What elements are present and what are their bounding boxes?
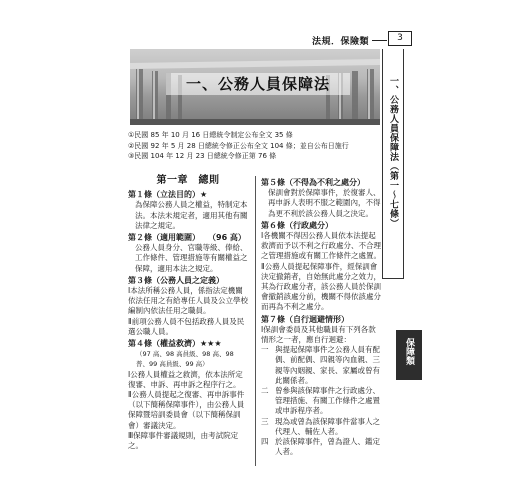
exam-note: （97 高、98 高員級、98 高、98 普、99 高員級、99 高） <box>136 350 234 369</box>
article-heading: 第４條（權益救濟）★★★ <box>128 339 222 349</box>
left-column <box>128 176 248 451</box>
article-heading: 第２條（適用範圍） （96 高） <box>128 233 246 243</box>
article-text: 保訓會對於保障事件，於復審人、再申訴人表明不服之範圍內，不得為更不利於該公務人員之決定。 <box>268 188 381 218</box>
chapter-heading: 第一章 總則 <box>156 175 220 186</box>
article-text: Ⅲ保障事件審議規則，由考試院定之。 <box>128 430 239 451</box>
legislative-history <box>128 130 383 162</box>
list-number: 二 <box>261 386 269 396</box>
article-heading: 第５條（不得為不利之處分） <box>261 178 365 187</box>
list-item <box>261 345 381 386</box>
article-text: 公務人員身分、官職等級、俸給、工作條件、管理措施等有關權益之保障，適用本法之規定。 <box>135 243 248 273</box>
article-text: Ⅰ本法所稱公務人員，係指法定機關依法任用之有給專任人員及公立學校編制內依法任用之職員。 <box>128 286 248 316</box>
list-item <box>261 386 381 417</box>
article-text: Ⅱ公務人員提起之復審、再申訴事件（以下簡稱保障事件），由公務人員保障暨培訓委員會（以下簡稱保訓會）審議決定。 <box>128 390 245 430</box>
list-text: 現為或曾為該保障事件當事人之代理人、輔佐人者。 <box>275 416 380 436</box>
side-tab-label: 一、公務人員保障法（第一～七條） <box>388 76 398 228</box>
column-divider <box>255 176 256 466</box>
article-heading: 第１條（立法目的）★ <box>128 190 208 200</box>
article-text: Ⅱ公務人員提起保障事件，經保訓會決定撤銷者，自始無此處分之效力，其為行政處分者，該公務人員於保訓會撤銷該處分前，機關不得依該處分而再為不利之處分。 <box>261 261 381 312</box>
history-line: ①民國 85 年 10 月 16 日總統令制定公布全文 35 條 <box>128 131 293 139</box>
chapter-title: 一、公務人員保障法 <box>166 73 350 95</box>
article-heading: 第６條（行政處分） <box>261 220 333 230</box>
list-text: 與提起保障事件之公務人員有配偶、前配偶、四親等內血親、三親等內姻親、家長、家屬或曾有此關係者。 <box>275 345 380 385</box>
article-heading: 第３條（公務人員之定義） <box>128 275 224 285</box>
right-column <box>261 176 381 457</box>
header-rule <box>372 40 387 41</box>
list-item <box>261 417 381 437</box>
article-text: Ⅰ保訓會委員及其他職員有下列各款情形之一者，應自行迴避： <box>261 324 376 345</box>
article-heading: 第７條（自行迴避情形） <box>261 314 349 324</box>
article-text: 為保障公務人員之權益，特制定本法。本法未規定者，適用其他有關法律之規定。 <box>135 200 248 230</box>
list-item <box>261 437 381 457</box>
list-number: 四 <box>261 437 269 447</box>
list-text: 於該保障事件，曾為證人、鑑定人者。 <box>275 437 380 457</box>
article-text: Ⅰ公務人員權益之救濟，依本法所定復審、申訴、再申訴之程序行之。 <box>128 369 243 389</box>
page-number: 3 <box>388 31 412 46</box>
list-number: 一 <box>261 345 269 355</box>
article-text: Ⅱ前項公務人員不包括政務人員及民選公職人員。 <box>128 316 245 336</box>
list-text: 曾參與該保障事件之行政處分、管理措施、有關工作條件之處置或申訴程序者。 <box>275 386 380 416</box>
running-header: 法規．保險類 <box>312 37 370 47</box>
history-line: ②民國 92 年 5 月 28 日總統令修正公布全文 104 條；並自公布日施行 <box>128 141 349 150</box>
article-text: Ⅰ各機關不得因公務人員依本法提起救濟而予以不利之行政處分、不合理之管理措施或有關工作條件之處置。 <box>261 231 381 261</box>
history-line: ③民國 104 年 12 月 23 日總統令修正第 76 條 <box>128 152 277 160</box>
list-number: 三 <box>261 416 269 426</box>
category-tab-label: 保障類 <box>404 338 414 365</box>
chapter-banner <box>130 49 380 125</box>
